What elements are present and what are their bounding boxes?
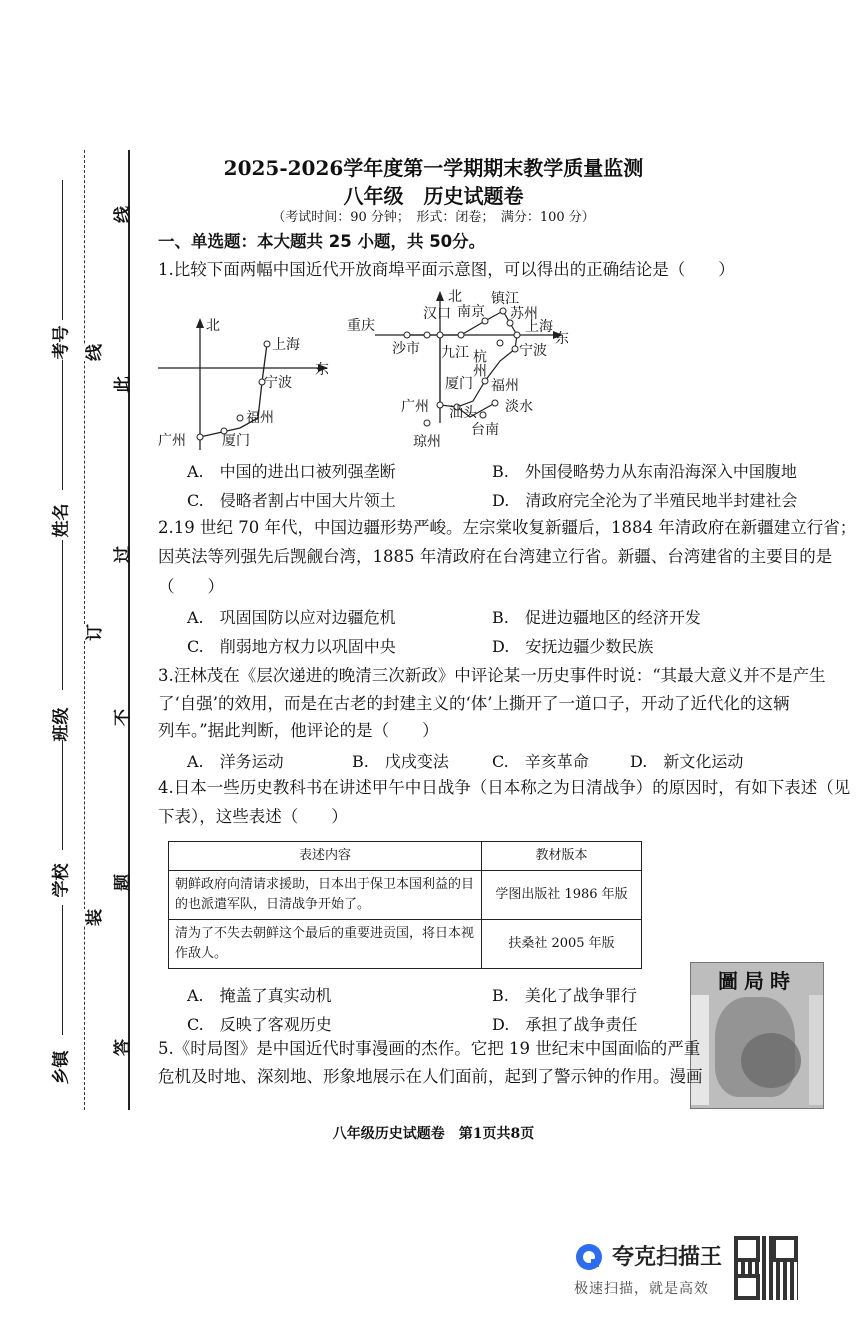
shijutu-title: 圖局時 [718,969,796,993]
table-cell-edition: 学图出版社 1986 年版 [482,871,642,920]
q3-option-a[interactable]: A. 洋务运动 [187,752,284,771]
q3-option-c[interactable]: C. 辛亥革命 [492,752,589,771]
watermark-slogan: 极速扫描，就是高效 [574,1281,709,1297]
section-heading: 一、单选题：本大题共 25 小题，共 50分。 [158,232,486,251]
map-right-zhenjiang: 镇江 [491,291,519,307]
page-footer: 八年级历史试题卷 第1页共8页 [332,1126,535,1142]
exam-subtitle: 八年级 历史试题卷 [343,184,524,208]
exam-title: 2025-2026学年度第一学期期末教学质量监测 [223,156,644,180]
map-right-ningbo: 宁波 [519,343,547,359]
table-header-edition: 教材版本 [482,842,642,871]
map-right-shantou: 汕头 [449,405,477,421]
q1-map-right [345,283,575,455]
map-right-shashi: 沙市 [392,341,420,357]
q4-option-d[interactable]: D. 承担了战争责任 [492,1015,638,1034]
q3-line-1: 3.汪林茂在《层次递进的晚清三次新政》中评论某一历史事件时说：“其最大意义并不是产生 [158,666,826,685]
inner-mark-6: 答 [113,1039,133,1056]
q4-line-1: 4.日本一些历史教科书在讲述甲午中日战争（日本称之为日清战争）的原因时，有如下表述（见 [158,778,851,797]
table-row [169,920,642,969]
q2-line-1: 2.19 世纪 70 年代，中国边疆形势严峻。左宗棠收复新疆后，1884 年清政府在新疆建立行省； [158,518,857,537]
q3-option-b[interactable]: B. 戊戌变法 [352,752,449,771]
qr-code-icon [734,1236,798,1300]
q4-option-c[interactable]: C. 反映了客观历史 [187,1015,332,1034]
table-row [169,871,642,920]
label-township: 乡镇 [51,1050,72,1085]
field-line-name[interactable] [62,360,63,490]
inner-mark-4: 不 [113,709,133,726]
map-right-hankou: 汉口 [423,306,451,322]
map-left-north: 北 [206,318,220,334]
q5-line-2: 危机及时地、深刻地、形象地展示在人们面前，起到了警示钟的作用。漫画 [158,1067,703,1086]
watermark [572,1236,832,1306]
q2-option-b[interactable]: B. 促进边疆地区的经济开发 [492,608,701,627]
label-name: 姓名 [51,503,72,538]
inner-mark-5: 题 [113,874,133,891]
binding-strip [0,150,140,1110]
q4-option-b[interactable]: B. 美化了战争罪行 [492,986,637,1005]
map-right-tainan: 台南 [471,422,499,438]
binding-line-inner [128,150,130,1110]
map-left-shanghai: 上海 [272,337,300,353]
map-right-jiujiang: 九江 [441,345,469,361]
table-cell-content: 朝鲜政府向清请求援助，日本出于保卫本国利益的目的也派遣军队，日清战争开始了。 [169,871,482,920]
map-right-hangzhou: 杭州 [471,349,487,377]
q5-line-1: 5.《时局图》是中国近代时事漫画的杰作。它把 19 世纪末中国面临的严重 [158,1039,701,1058]
quark-logo-icon [574,1242,604,1272]
map-right-suzhou: 苏州 [510,306,538,322]
q4-option-a[interactable]: A. 掩盖了真实动机 [187,986,332,1005]
table-header-content: 表述内容 [169,842,482,871]
q1-map-left [150,300,340,460]
q3-line-3: 列车。”据此判断，他评论的是（ ） [158,721,439,740]
map-right-shanghai: 上海 [525,319,553,335]
q1-option-c[interactable]: C. 侵略者割占中国大片领土 [187,491,396,510]
inner-mark-2: 此 [113,376,133,393]
table-header-row [169,842,642,871]
map-left-ningbo: 宁波 [264,375,292,391]
q4-line-2: 下表），这些表述（ ） [158,807,348,826]
q1-option-a[interactable]: A. 中国的进出口被列强垄断 [187,462,396,481]
q1-option-b[interactable]: B. 外国侵略势力从东南沿海深入中国腹地 [492,462,797,481]
q1-stem: 1.比较下面两幅中国近代开放商埠平面示意图，可以得出的正确结论是（ ） [158,260,735,279]
map-right-nanjing: 南京 [457,304,485,320]
binding-mark-xian: 线 [80,344,105,361]
map-right-qiongzhou: 琼州 [413,434,441,450]
map-left-fuzhou: 福州 [246,410,274,426]
q2-line-3: （ ） [158,577,224,596]
exam-info: （考试时间：90 分钟； 形式：闭卷； 满分：100 分） [272,210,595,225]
shijutu-figure [741,1033,801,1088]
q3-option-d[interactable]: D. 新文化运动 [630,752,744,771]
q3-line-2: 了‘自强’的效用，而是在古老的封建主义的‘体’上撕开了一道口子，开动了近代化的这辆 [158,694,790,713]
q2-option-c[interactable]: C. 削弱地方权力以巩固中央 [187,637,396,656]
binding-mark-ding: 订 [80,624,105,641]
binding-mark-zhuang: 装 [80,909,105,926]
q4-table [168,841,642,969]
label-class: 班级 [51,707,72,742]
field-line-class[interactable] [62,540,63,690]
shijutu-image [690,962,824,1109]
q2-option-a[interactable]: A. 巩固国防以应对边疆危机 [187,608,396,627]
field-line-school[interactable] [62,740,63,850]
map-left-guangzhou: 广州 [158,433,186,449]
map-right-fuzhou: 福州 [491,378,519,394]
map-left-east: 东 [315,362,329,378]
q1-option-d[interactable]: D. 清政府完全沦为了半殖民地半封建社会 [492,491,798,510]
shijutu-side-strip [809,995,823,1105]
map-right-danshui: 淡水 [505,399,533,415]
label-school: 学校 [51,863,72,898]
field-line-township[interactable] [62,905,63,1035]
map-right-guangzhou: 广州 [401,399,429,415]
table-cell-edition: 扶桑社 2005 年版 [482,920,642,969]
map-left-xiamen: 厦门 [222,433,250,449]
map-right-xiamen: 厦门 [445,376,473,392]
table-cell-content: 清为了不失去朝鲜这个最后的重要进贡国，将日本视作敌人。 [169,920,482,969]
inner-mark-3: 过 [113,546,133,563]
map-right-east: 东 [555,331,569,347]
inner-mark-1: 线 [113,206,133,223]
q2-line-2: 因英法等列强先后觊觎台湾，1885 年清政府在台湾建立行省。新疆、台湾建省的主要目的是 [158,547,833,566]
map-right-chongqing: 重庆 [347,318,375,334]
map-right-north: 北 [448,289,462,305]
watermark-brand: 夸克扫描王 [612,1245,723,1270]
label-exam-number: 考号 [51,325,72,360]
q2-option-d[interactable]: D. 安抚边疆少数民族 [492,637,654,656]
